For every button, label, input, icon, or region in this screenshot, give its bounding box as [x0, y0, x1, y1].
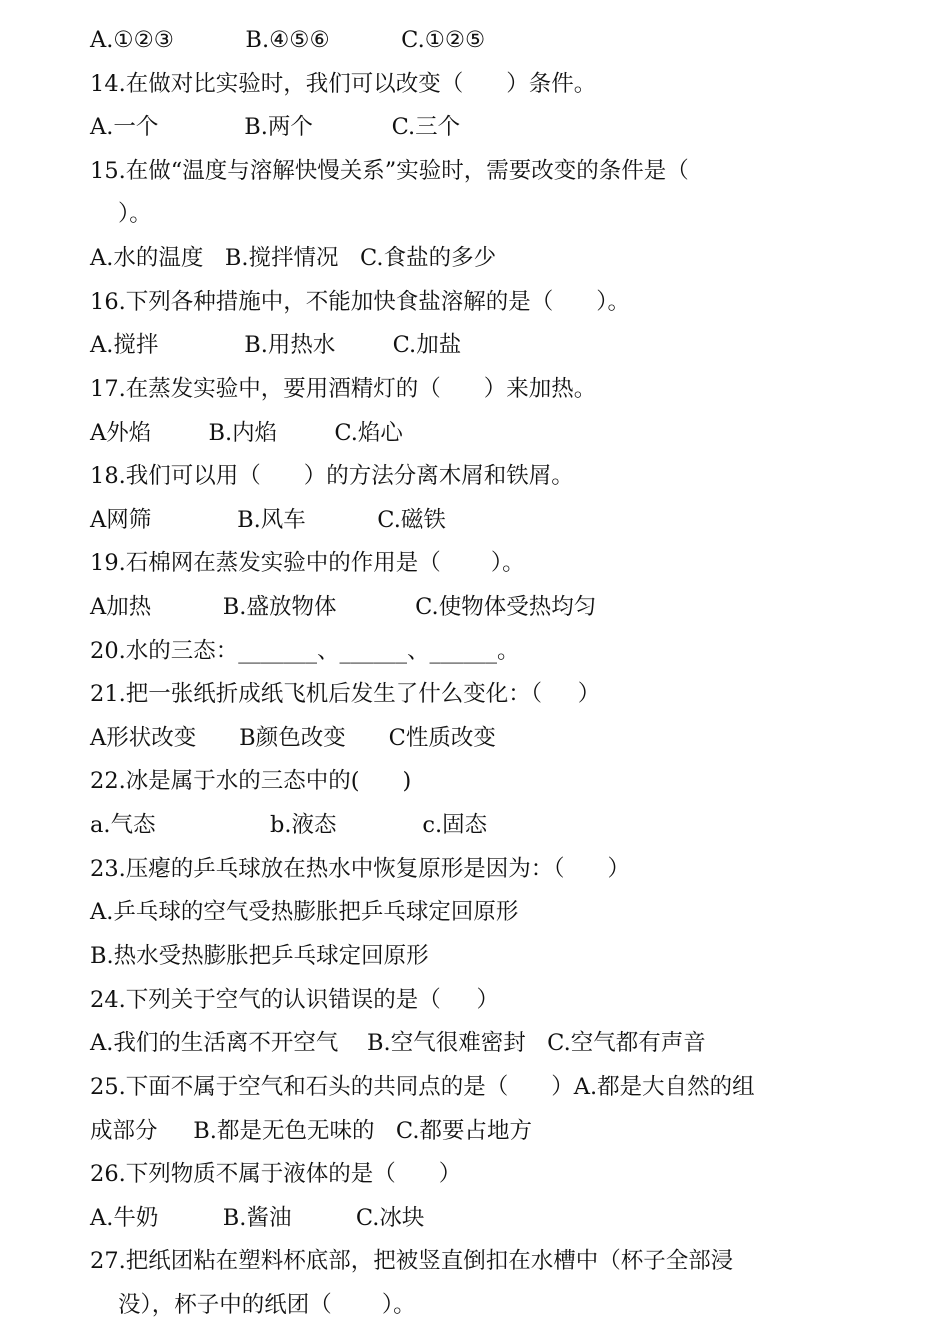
q27-question: 27.把纸团粘在塑料杯底部，把被竖直倒扣在水槽中（杯子全部浸 — [90, 1248, 734, 1274]
q14-options: A.一个 B.两个 C.三个 — [90, 114, 461, 140]
q26-options: A.牛奶 B.酱油 C.冰块 — [90, 1205, 425, 1231]
q22-question: 22.冰是属于水的三态中的( ) — [90, 768, 412, 794]
q25-options-cont: 成部分 B.都是无色无味的 C.都要占地方 — [90, 1118, 532, 1144]
q27-question-cont: 没），杯子中的纸团（ ）。 — [118, 1292, 416, 1318]
q24-question: 24.下列关于空气的认识错误的是（ ） — [90, 987, 500, 1013]
q19-options: A加热 B.盛放物体 C.使物体受热均匀 — [90, 594, 597, 620]
q19-question: 19.石棉网在蒸发实验中的作用是（ ）。 — [90, 550, 525, 576]
q16-options: A.搅拌 B.用热水 C.加盐 — [90, 332, 462, 358]
q14-question: 14.在做对比实验时，我们可以改变（ ）条件。 — [90, 71, 597, 97]
q25-question: 25.下面不属于空气和石头的共同点的是（ ）A.都是大自然的组 — [90, 1074, 755, 1100]
q23-question: 23.压瘪的乒乓球放在热水中恢复原形是因为：（ ） — [90, 856, 630, 882]
q20-question: 20.水的三态：_______、______、______。 — [90, 638, 520, 664]
q23-option-b: B.热水受热膨胀把乒乓球定回原形 — [90, 943, 429, 969]
q18-question: 18.我们可以用（ ）的方法分离木屑和铁屑。 — [90, 463, 574, 489]
q21-options: A形状改变 B颜色改变 C性质改变 — [90, 725, 496, 751]
q17-question: 17.在蒸发实验中，要用酒精灯的（ ）来加热。 — [90, 376, 597, 402]
q21-question: 21.把一张纸折成纸飞机后发生了什么变化：（ ） — [90, 681, 601, 707]
q15-question: 15.在做“温度与溶解快慢关系”实验时，需要改变的条件是（ — [90, 158, 689, 184]
q13-options: A.①②③ B.④⑤⑥ C.①②⑤ — [90, 27, 486, 53]
q26-question: 26.下列物质不属于液体的是（ ） — [90, 1161, 462, 1187]
q18-options: A网筛 B.风车 C.磁铁 — [90, 507, 446, 533]
q23-option-a: A.乒乓球的空气受热膨胀把乒乓球定回原形 — [90, 899, 519, 925]
q16-question: 16.下列各种措施中，不能加快食盐溶解的是（ ）。 — [90, 289, 630, 315]
q15-question-cont: ）。 — [118, 201, 152, 227]
q17-options: A外焰 B.内焰 C.焰心 — [90, 420, 403, 446]
q22-options: a.气态 b.液态 c.固态 — [90, 812, 488, 838]
q15-options: A.水的温度 B.搅拌情况 C.食盐的多少 — [90, 245, 497, 271]
q24-options: A.我们的生活离不开空气 B.空气很难密封 C.空气都有声音 — [90, 1030, 706, 1056]
